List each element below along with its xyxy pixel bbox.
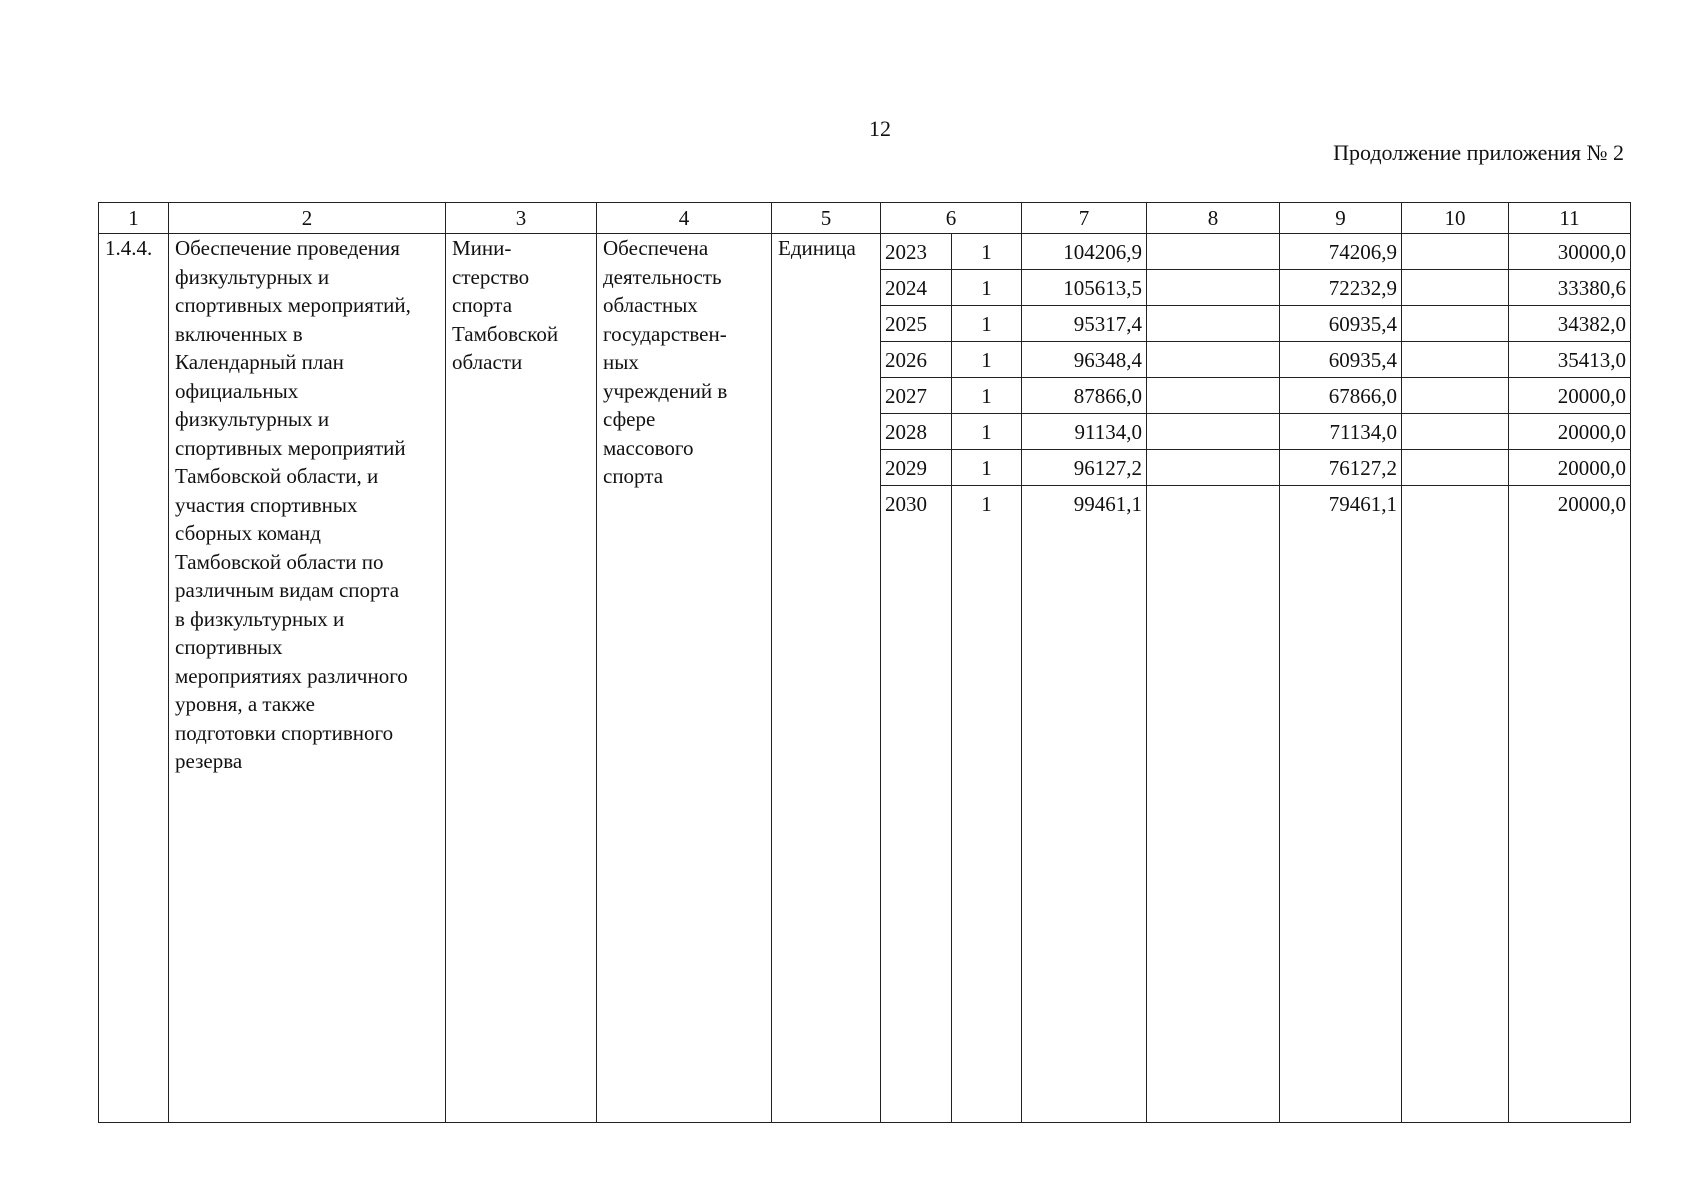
year-cell: 2026	[881, 342, 951, 378]
measure-name-line: Тамбовской области, и	[175, 464, 379, 488]
total-cell: 95317,4	[1022, 306, 1146, 342]
year-cell: 2028	[881, 414, 951, 450]
total-cell: 87866,0	[1022, 378, 1146, 414]
total-cell: 91134,0	[1022, 414, 1146, 450]
result-line: ных	[603, 350, 639, 374]
col11-column	[1509, 234, 1631, 1123]
header-cell-4: 4	[597, 203, 772, 234]
col9-column	[1280, 234, 1402, 1123]
executor	[446, 234, 597, 1123]
col11-cell: 35413,0	[1509, 342, 1630, 378]
col10-cell	[1402, 414, 1508, 450]
col8-cell	[1147, 342, 1279, 378]
col10-cell	[1402, 234, 1508, 270]
executor-line: Тамбовской	[452, 321, 559, 346]
col8-column	[1147, 234, 1280, 1123]
total-cell: 96348,4	[1022, 342, 1146, 378]
col11-cell: 30000,0	[1509, 234, 1630, 270]
col8-cell	[1147, 486, 1279, 522]
measure-name-line: Обеспечение проведения	[175, 236, 400, 260]
header-cell-10: 10	[1402, 203, 1509, 234]
indicator-value-cell: 1	[952, 306, 1021, 342]
result-line: массового	[603, 435, 694, 460]
col10-cell	[1402, 306, 1508, 342]
col8-cell	[1147, 234, 1279, 270]
result-line: государствен-	[603, 321, 727, 346]
measure-name-line: резерва	[175, 749, 243, 773]
col11-cell: 34382,0	[1509, 306, 1630, 342]
executor-line: области	[452, 350, 523, 374]
indicator-value-cell: 1	[952, 270, 1021, 306]
header-cell-6: 6	[881, 203, 1022, 234]
result-line: деятельность	[603, 264, 722, 289]
measure-name-line: включенных в	[175, 321, 303, 346]
indicator-value-column	[952, 234, 1022, 1123]
col9-cell: 74206,9	[1280, 234, 1401, 270]
total-cell: 99461,1	[1073, 492, 1142, 516]
unit-of-measure: Единица	[772, 234, 881, 1123]
result-line: Обеспечена	[603, 236, 709, 260]
col9-cell: 76127,2	[1280, 450, 1401, 486]
table-row	[99, 234, 1631, 1123]
indicator-value-cell: 1	[952, 378, 1021, 414]
measure-name-line: сборных команд	[175, 521, 321, 545]
year-cell: 2024	[881, 270, 951, 306]
measure-name-line: уровня, а также	[175, 692, 315, 716]
header-cell-9: 9	[1280, 203, 1402, 234]
header-cell-11: 11	[1509, 203, 1631, 234]
result-line: спорта	[603, 464, 664, 488]
col8-cell	[1147, 378, 1279, 414]
col8-cell	[1147, 450, 1279, 486]
measure-name-line: физкультурных и	[175, 264, 330, 289]
result-line: областных	[603, 293, 698, 317]
col10-cell	[1402, 270, 1508, 306]
header-cell-3: 3	[446, 203, 597, 234]
col11-cell: 20000,0	[1509, 414, 1630, 450]
col10-cell	[1402, 486, 1508, 522]
indicator-value-cell: 1	[952, 450, 1021, 486]
col9-cell: 79461,1	[1328, 492, 1397, 516]
header-cell-5: 5	[772, 203, 881, 234]
col11-cell: 20000,0	[1509, 378, 1630, 414]
measure-name-line: различным видам спорта	[175, 578, 400, 602]
measure-name-line: Тамбовской области по	[175, 549, 384, 574]
measure-name-line: физкультурных и	[175, 407, 330, 431]
measure-name-line: официальных	[175, 378, 299, 403]
col8-cell	[1147, 414, 1279, 450]
year-cell: 2027	[881, 378, 951, 414]
result-line: сфере	[603, 407, 656, 431]
total-funding-column	[1022, 234, 1147, 1123]
col10-cell	[1402, 450, 1508, 486]
result-line: учреждений в	[603, 378, 728, 403]
program-table	[98, 202, 1631, 1123]
years-column	[881, 234, 952, 1123]
header-cell-1: 1	[99, 203, 169, 234]
page-number: 12	[869, 116, 891, 141]
measure-name-line: мероприятиях различного	[175, 663, 408, 688]
measure-name-line: спортивных мероприятий,	[175, 293, 411, 317]
measure-name-line: спортивных	[175, 635, 283, 659]
col10-cell	[1402, 378, 1508, 414]
col9-cell: 67866,0	[1280, 378, 1401, 414]
year-cell: 2023	[881, 234, 951, 270]
col9-cell: 60935,4	[1280, 306, 1401, 342]
col10-column	[1402, 234, 1509, 1123]
year-cell: 2030	[885, 492, 927, 516]
measure-name-line: Календарный план	[175, 350, 344, 374]
header-cell-8: 8	[1147, 203, 1280, 234]
measure-name-line: подготовки спортивного	[175, 720, 394, 745]
indicator-value-cell: 1	[952, 414, 1021, 450]
header-row	[99, 203, 1631, 234]
measure-name-line: спортивных мероприятий	[175, 435, 406, 460]
indicator-value-cell: 1	[981, 492, 992, 516]
col11-cell: 33380,6	[1509, 270, 1630, 306]
year-cell: 2029	[881, 450, 951, 486]
indicator-value-cell: 1	[952, 342, 1021, 378]
col8-cell	[1147, 306, 1279, 342]
indicator-value-cell: 1	[952, 234, 1021, 270]
measure-name-line: участия спортивных	[175, 492, 358, 517]
total-cell: 96127,2	[1022, 450, 1146, 486]
header-cell-2: 2	[169, 203, 446, 234]
executor-line: стерство	[452, 264, 530, 289]
col11-cell: 20000,0	[1557, 492, 1626, 516]
total-cell: 104206,9	[1022, 234, 1146, 270]
col9-cell: 72232,9	[1280, 270, 1401, 306]
col9-cell: 71134,0	[1280, 414, 1401, 450]
col11-cell: 20000,0	[1509, 450, 1630, 486]
measure-name-line: в физкультурных и	[175, 606, 345, 631]
header-cell-7: 7	[1022, 203, 1147, 234]
row-code: 1.4.4.	[99, 234, 169, 1123]
col9-cell: 60935,4	[1280, 342, 1401, 378]
appendix-note: Продолжение приложения № 2	[1333, 140, 1624, 165]
total-cell: 105613,5	[1022, 270, 1146, 306]
col8-cell	[1147, 270, 1279, 306]
col10-cell	[1402, 342, 1508, 378]
executor-line: Мини-	[452, 236, 512, 260]
year-cell: 2025	[881, 306, 951, 342]
expected-result	[597, 234, 772, 1123]
measure-name	[169, 234, 446, 1123]
executor-line: спорта	[452, 293, 513, 317]
